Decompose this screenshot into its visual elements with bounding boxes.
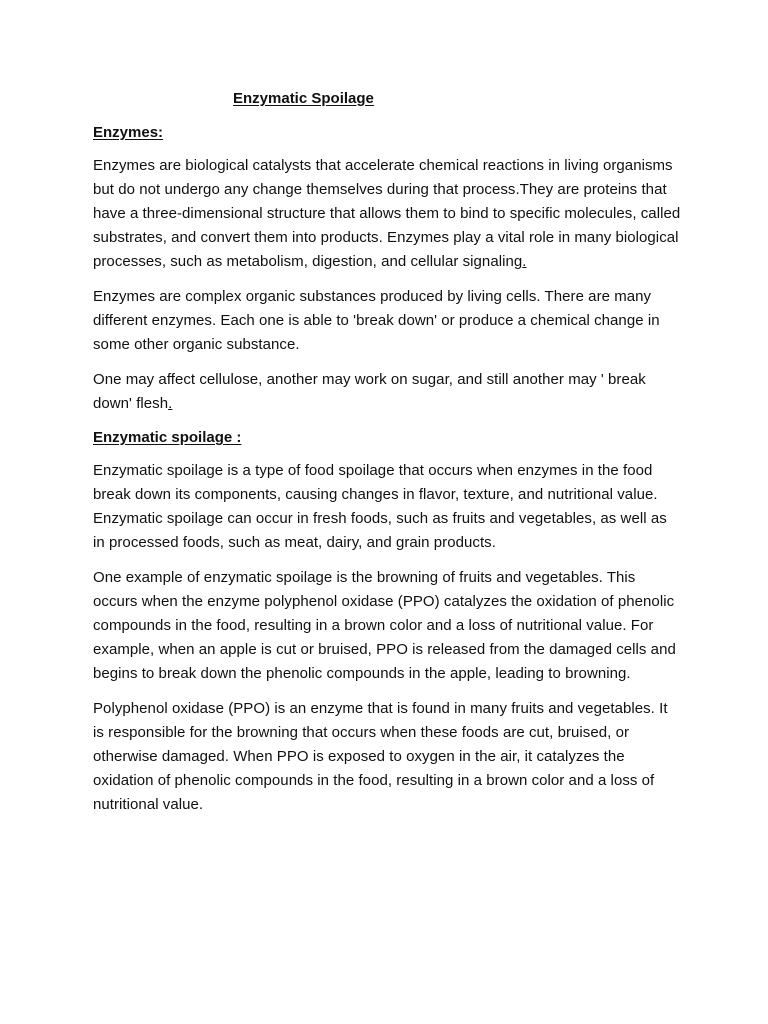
paragraph-text: Enzymes are biological catalysts that accelerate chemical reactions in living organisms but do not undergo any change themselves during that process.They are proteins that have a three-dimensional structure that allows them to bind to specific molecules, called substrates, and convert them into products. Enzymes play a vital role in many biological processes, such as metabolism, digestion, and cellular signaling xyxy=(93,157,681,270)
paragraph-text: Polyphenol oxidase (PPO) is an enzyme that is found in many fruits and vegetables. It is responsible for the browning that occurs when these foods are cut, bruised, or otherwise damaged. When PPO is exposed to oxygen in the air, it catalyzes the oxidation of phenolic compounds in the food, resulting in a brown color and a loss of nutritional value. xyxy=(93,700,668,813)
paragraph-spoilage-definition xyxy=(93,459,682,555)
underlined-period: . xyxy=(522,253,527,270)
paragraph-text: Enzymes are complex organic substances produced by living cells. There are many different enzymes. Each one is able to 'break down' or produce a chemical change in some other organic substance. xyxy=(93,288,660,353)
section-enzymes xyxy=(93,122,682,416)
section-heading-enzymatic-spoilage: Enzymatic spoilage : xyxy=(93,429,242,446)
paragraph-text: One example of enzymatic spoilage is the browning of fruits and vegetables. This occurs when the enzyme polyphenol oxidase (PPO) catalyzes the oxidation of phenolic compounds in the food, resulting in a brown color and a loss of nutritional value. For example, when an apple is cut or bruised, PPO is released from the damaged cells and begins to break down the phenolic compounds in the apple, leading to browning. xyxy=(93,569,676,682)
paragraph-text: One may affect cellulose, another may work on sugar, and still another may ' break down' flesh xyxy=(93,371,646,412)
paragraph-browning-example xyxy=(93,566,682,686)
document-title: Enzymatic Spoilage xyxy=(233,90,374,107)
underlined-period: . xyxy=(168,395,173,412)
section-heading-enzymes: Enzymes: xyxy=(93,124,164,141)
section-enzymatic-spoilage xyxy=(93,427,682,817)
paragraph-enzyme-organic-substances xyxy=(93,285,682,357)
paragraph-enzyme-definition xyxy=(93,154,682,274)
paragraph-enzyme-examples xyxy=(93,368,682,416)
paragraph-text: Enzymatic spoilage is a type of food spoilage that occurs when enzymes in the food break down its components, causing changes in flavor, texture, and nutritional value. Enzymatic spoilage can occur in fresh foods, such as fruits and vegetables, as well as in processed foods, such as meat, dairy, and grain products. xyxy=(93,462,667,551)
paragraph-ppo xyxy=(93,697,682,817)
